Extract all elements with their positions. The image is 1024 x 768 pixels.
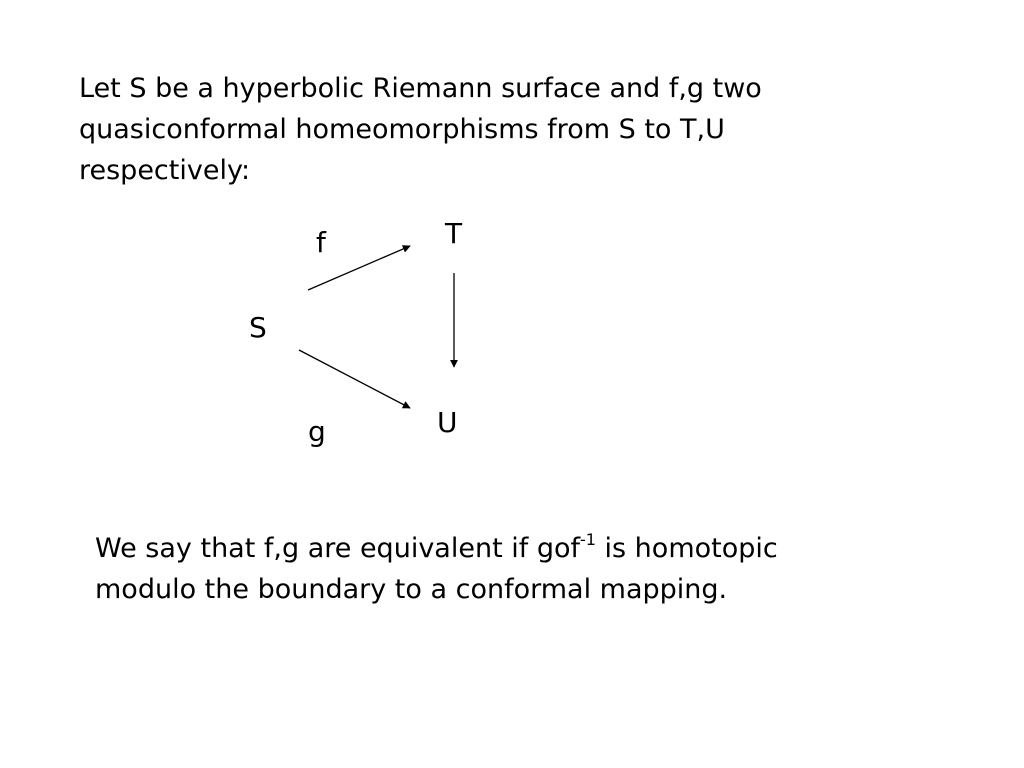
- conclusion-paragraph: [95, 528, 778, 610]
- node-s: S: [249, 311, 267, 344]
- intro-line-3: respectively:: [79, 155, 251, 186]
- arrow-g: [299, 350, 410, 408]
- node-t: T: [445, 217, 463, 250]
- conclusion-line-1-before: We say that f,g are equivalent if gof: [95, 533, 580, 564]
- conclusion-line-2: modulo the boundary to a conformal mapping.: [95, 574, 728, 605]
- node-u: U: [437, 406, 458, 439]
- intro-line-2: quasiconformal homeomorphisms from S to T,U: [79, 114, 725, 145]
- label-f: f: [316, 226, 326, 259]
- conclusion-line-1-after: is homotopic: [595, 533, 778, 564]
- inverse-superscript: -1: [580, 530, 596, 549]
- intro-line-1: Let S be a hyperbolic Riemann surface and f,g two: [79, 73, 762, 104]
- conclusion-line-1: [95, 528, 778, 569]
- label-g: g: [308, 415, 326, 448]
